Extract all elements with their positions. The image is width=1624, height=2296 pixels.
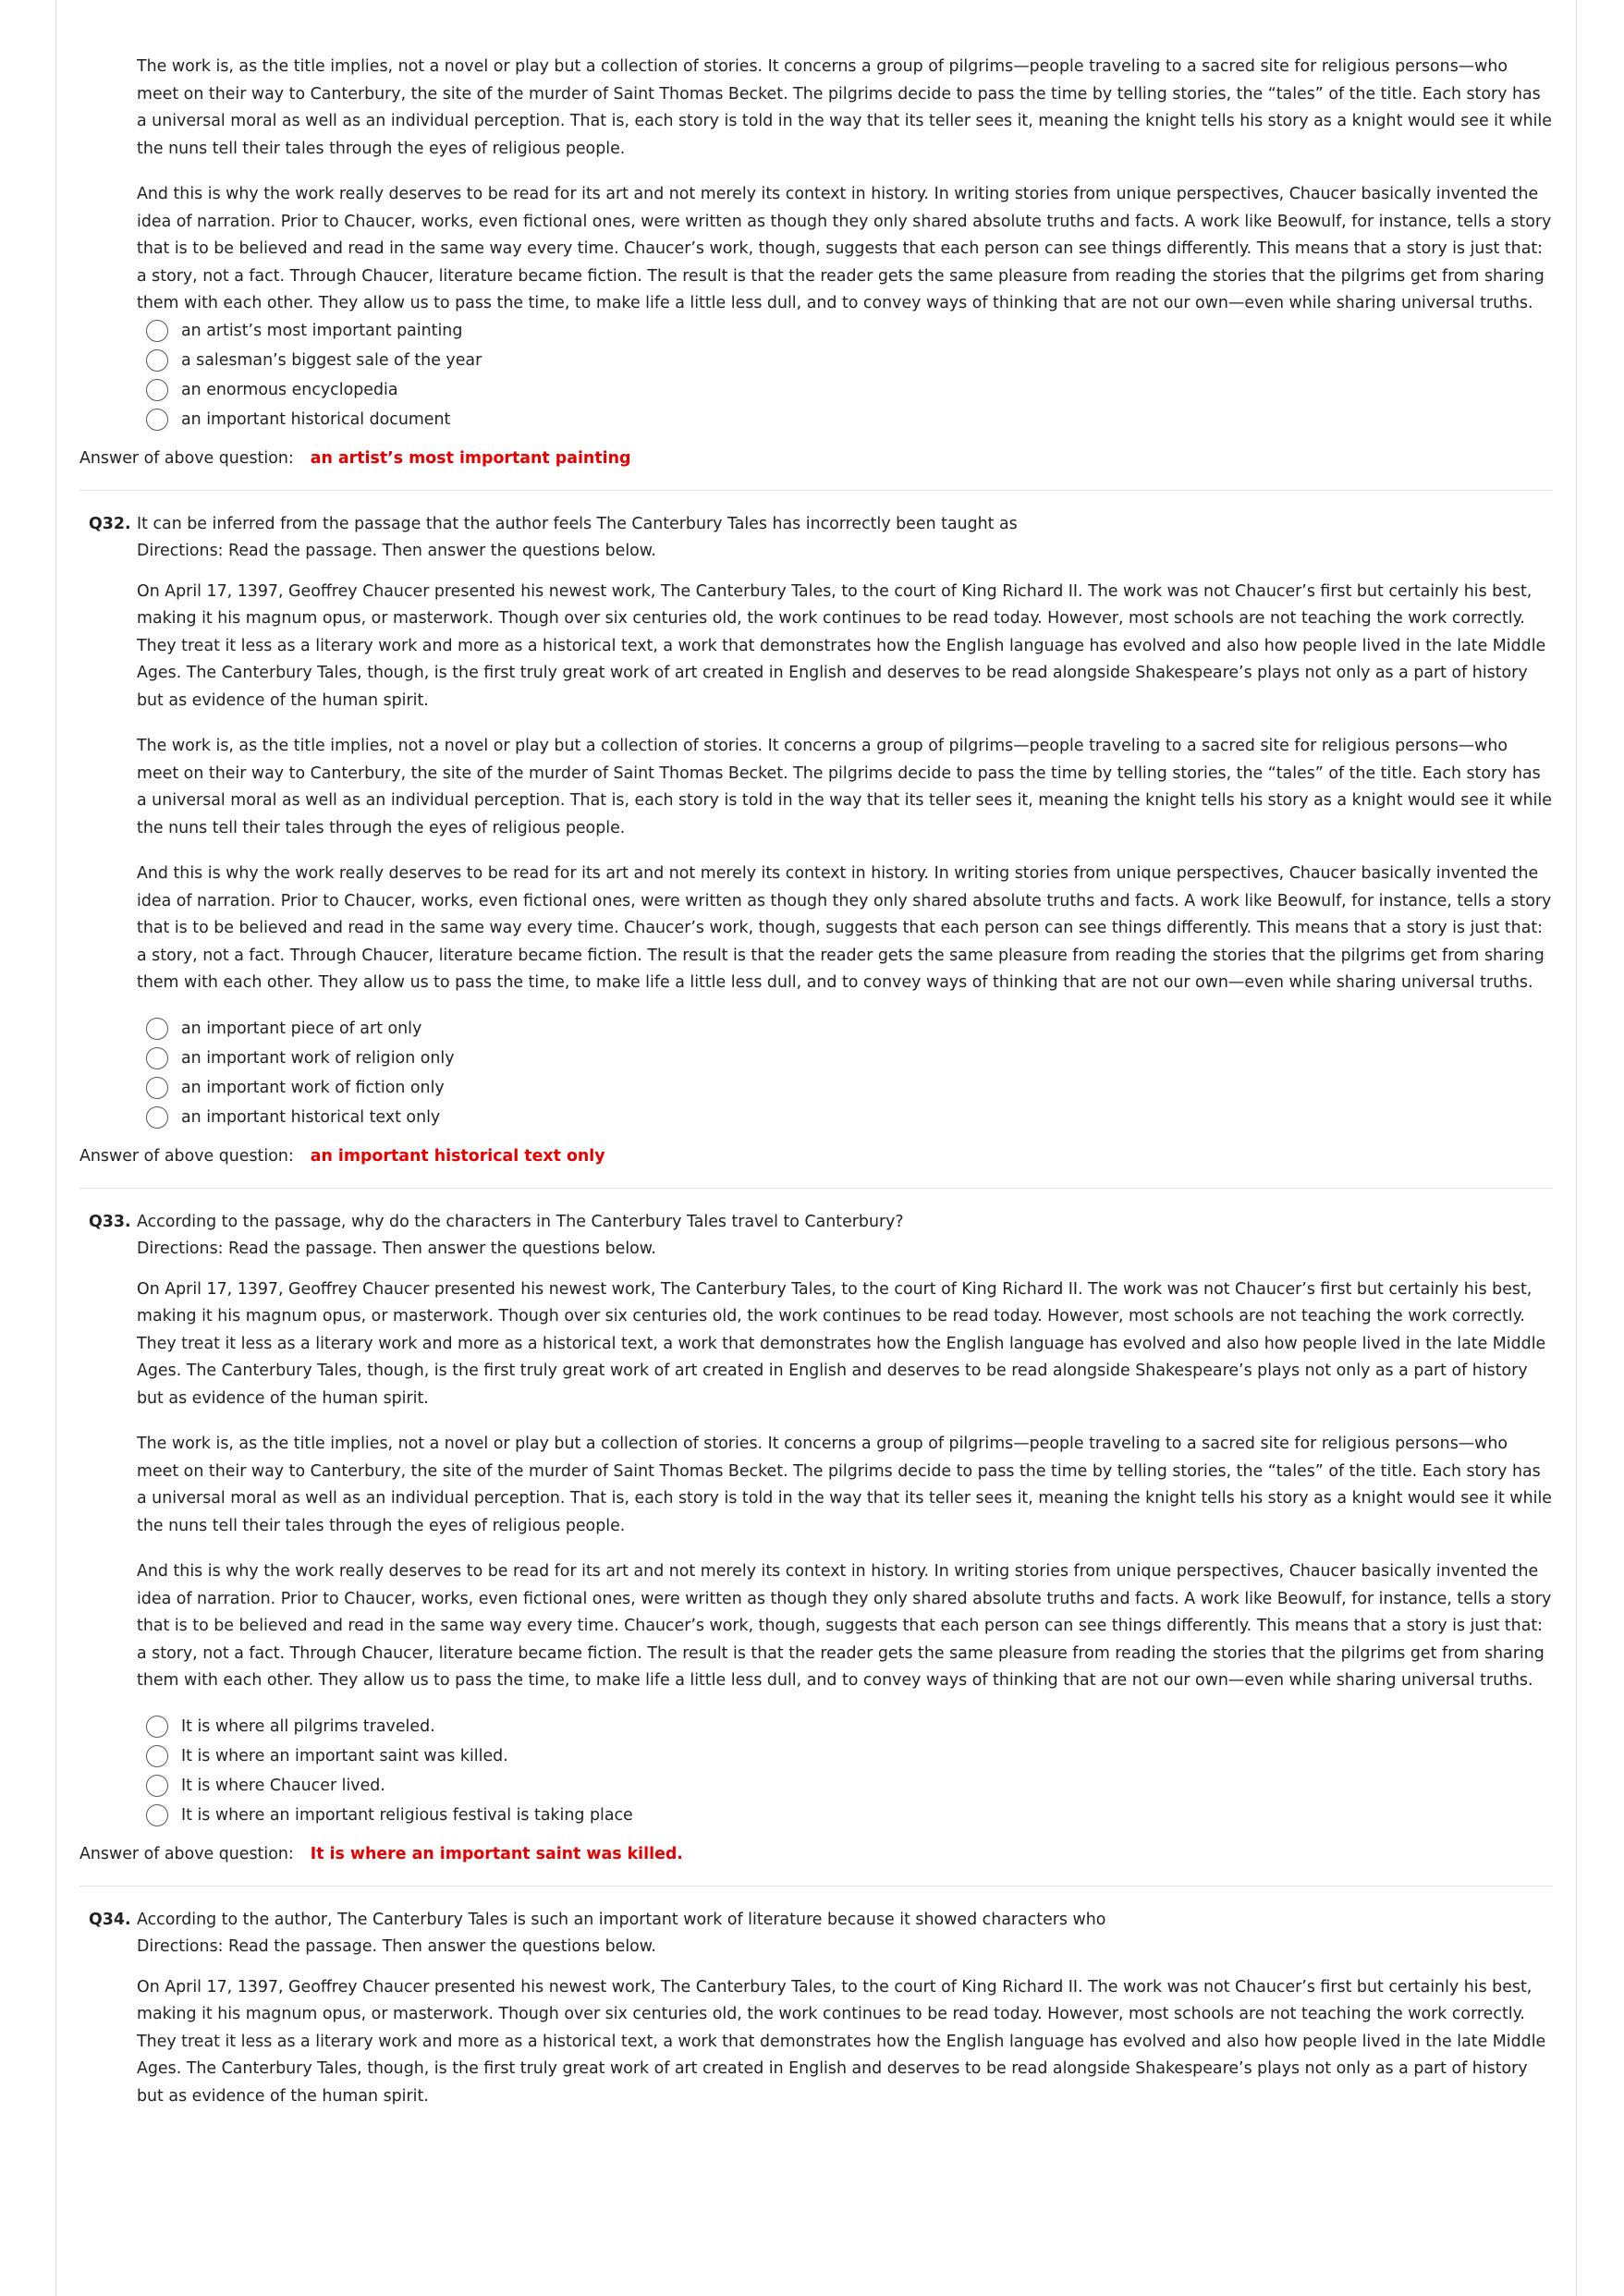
q33-options — [146, 1712, 1553, 1830]
directions: Directions: Read the passage. Then answer the questions below. — [137, 1240, 656, 1258]
answer-value: an important historical text only — [310, 1146, 605, 1166]
answer-label: Answer of above question: — [79, 1844, 294, 1863]
q33-option-3[interactable] — [146, 1771, 1553, 1801]
passage-paragraph-1: On April 17, 1397, Geoffrey Chaucer presented his newest work, The Canterbury Tales, to the court of King Richard II. The work was not Chaucer’s first but certainly his best, making it his magnum opus, or masterwork. Though over six centuries old, the work continues to be read today. However, most schools are not teaching the work correctly. They treat it less as a literary work and more as a historical text, a work that demonstrates how the English language has evolved and also how people lived in the late Middle Ages. The Canterbury Tales, though, is the first truly great work of art created in English and deserves to be read alongside Shakespeare’s plays not only as a part of history but as evidence of the human spirit. — [137, 1977, 1546, 2106]
q32-option-1[interactable] — [146, 1014, 1553, 1044]
radio-button[interactable] — [146, 409, 168, 431]
radio-button[interactable] — [146, 1106, 168, 1129]
passage-paragraph-2: The work is, as the title implies, not a novel or play but a collection of stories. It concerns a group of pilgrims—people traveling to a sacred site for religious persons—who meet on their way to Canterbury, the site of the murder of Saint Thomas Becket. The pilgrims decide to pass the time by telling stories, the “tales” of the title. Each story has a universal moral as well as an individual perception. That is, each story is told in the way that its teller sees it, meaning the knight tells his story as a knight would see it while the nuns tell their tales through the eyes of religious people. — [137, 57, 1552, 158]
q33-header — [89, 1209, 1553, 1237]
option-label: an important work of religion only — [181, 1048, 455, 1068]
radio-button[interactable] — [146, 349, 168, 372]
q33-option-1[interactable] — [146, 1712, 1553, 1741]
option-label: an important piece of art only — [181, 1019, 422, 1038]
q32-option-3[interactable] — [146, 1073, 1553, 1103]
passage-paragraph-3: And this is why the work really deserves to be read for its art and not merely its context in history. In writing stories from unique perspectives, Chaucer basically invented the idea of narration. Prior to Chaucer, works, even fictional ones, were written as though they only shared absolute truths and facts. A work like Beowulf, for instance, tells a story that is to be believed and read in the same way every time. Chaucer’s work, though, suggests that each person can see things differently. This means that a story is just that: a story, not a fact. Through Chaucer, literature became fiction. The result is that the reader gets the same pleasure from reading the stories that the pilgrims get from sharing them with each other. They allow us to pass the time, to make life a little less dull, and to convey ways of thinking that are not our own—even while sharing universal truths. — [137, 1562, 1552, 1690]
radio-button[interactable] — [146, 379, 168, 401]
radio-button[interactable] — [146, 1018, 168, 1040]
passage-paragraph-2: The work is, as the title implies, not a novel or play but a collection of stories. It concerns a group of pilgrims—people traveling to a sacred site for religious persons—who meet on their way to Canterbury, the site of the murder of Saint Thomas Becket. The pilgrims decide to pass the time by telling stories, the “tales” of the title. Each story has a universal moral as well as an individual perception. That is, each story is told in the way that its teller sees it, meaning the knight tells his story as a knight would see it while the nuns tell their tales through the eyes of religious people. — [137, 737, 1552, 837]
question-34 — [79, 1907, 1553, 2111]
q33-answer — [79, 1845, 1553, 1863]
option-label: It is where Chaucer lived. — [181, 1776, 385, 1795]
divider — [79, 1886, 1553, 1887]
directions: Directions: Read the passage. Then answer the questions below. — [137, 1937, 656, 1956]
radio-button[interactable] — [146, 1716, 168, 1738]
answer-value: an artist’s most important painting — [310, 448, 631, 468]
q32-option-4[interactable] — [146, 1103, 1553, 1132]
radio-button[interactable] — [146, 1745, 168, 1767]
radio-button[interactable] — [146, 1077, 168, 1099]
question-33 — [79, 1209, 1553, 1863]
radio-button[interactable] — [146, 320, 168, 342]
answer-label: Answer of above question: — [79, 1146, 294, 1166]
question-32 — [79, 511, 1553, 1166]
question-text: According to the passage, why do the characters in The Canterbury Tales travel to Canterbury? — [137, 1212, 904, 1231]
passage-paragraph-3: And this is why the work really deserves to be read for its art and not merely its context in history. In writing stories from unique perspectives, Chaucer basically invented the idea of narration. Prior to Chaucer, works, even fictional ones, were written as though they only shared absolute truths and facts. A work like Beowulf, for instance, tells a story that is to be believed and read in the same way every time. Chaucer’s work, though, suggests that each person can see things differently. This means that a story is just that: a story, not a fact. Through Chaucer, literature became fiction. The result is that the reader gets the same pleasure from reading the stories that the pilgrims get from sharing them with each other. They allow us to pass the time, to make life a little less dull, and to convey ways of thinking that are not our own—even while sharing universal truths. — [137, 864, 1552, 992]
option-label: an enormous encyclopedia — [181, 380, 398, 399]
radio-button[interactable] — [146, 1775, 168, 1797]
option-label: a salesman’s biggest sale of the year — [181, 350, 482, 370]
q33-option-4[interactable] — [146, 1801, 1553, 1830]
radio-button[interactable] — [146, 1047, 168, 1069]
q31-option-4[interactable] — [146, 405, 1553, 434]
q31-option-3[interactable] — [146, 375, 1553, 405]
q31-answer — [79, 449, 1553, 468]
q32-option-2[interactable] — [146, 1044, 1553, 1073]
q31-options — [146, 316, 1553, 434]
option-label: an artist’s most important painting — [181, 321, 463, 340]
divider — [79, 490, 1553, 491]
question-text: It can be inferred from the passage that the author feels The Canterbury Tales has incorrectly been taught as — [137, 514, 1018, 533]
q31-option-1[interactable] — [146, 316, 1553, 346]
directions: Directions: Read the passage. Then answer the questions below. — [137, 542, 656, 560]
question-number: Q32. — [89, 514, 131, 533]
q34-header — [89, 1907, 1553, 1935]
radio-button[interactable] — [146, 1804, 168, 1826]
question-31-continued — [79, 54, 1553, 468]
passage-paragraph-3: And this is why the work really deserves to be read for its art and not merely its context in history. In writing stories from unique perspectives, Chaucer basically invented the idea of narration. Prior to Chaucer, works, even fictional ones, were written as though they only shared absolute truths and facts. A work like Beowulf, for instance, tells a story that is to be believed and read in the same way every time. Chaucer’s work, though, suggests that each person can see things differently. This means that a story is just that: a story, not a fact. Through Chaucer, literature became fiction. The result is that the reader gets the same pleasure from reading the stories that the pilgrims get from sharing them with each other. They allow us to pass the time, to make life a little less dull, and to convey ways of thinking that are not our own—even while sharing universal truths. — [137, 185, 1552, 312]
question-text: According to the author, The Canterbury Tales is such an important work of literature because it showed characters who — [137, 1910, 1106, 1929]
content — [79, 54, 1553, 2129]
question-number: Q33. — [89, 1212, 131, 1231]
option-label: It is where all pilgrims traveled. — [181, 1716, 435, 1736]
answer-label: Answer of above question: — [79, 448, 294, 468]
option-label: an important historical text only — [181, 1107, 441, 1127]
q31-option-2[interactable] — [146, 346, 1553, 375]
option-label: an important work of fiction only — [181, 1078, 445, 1097]
question-number: Q34. — [89, 1910, 131, 1929]
answer-value: It is where an important saint was killed. — [310, 1844, 683, 1863]
passage-paragraph-1: On April 17, 1397, Geoffrey Chaucer presented his newest work, The Canterbury Tales, to the court of King Richard II. The work was not Chaucer’s first but certainly his best, making it his magnum opus, or masterwork. Though over six centuries old, the work continues to be read today. However, most schools are not teaching the work correctly. They treat it less as a literary work and more as a historical text, a work that demonstrates how the English language has evolved and also how people lived in the late Middle Ages. The Canterbury Tales, though, is the first truly great work of art created in English and deserves to be read alongside Shakespeare’s plays not only as a part of history but as evidence of the human spirit. — [137, 1279, 1546, 1408]
q33-option-2[interactable] — [146, 1741, 1553, 1771]
divider — [79, 1188, 1553, 1189]
passage-paragraph-1: On April 17, 1397, Geoffrey Chaucer presented his newest work, The Canterbury Tales, to the court of King Richard II. The work was not Chaucer’s first but certainly his best, making it his magnum opus, or masterwork. Though over six centuries old, the work continues to be read today. However, most schools are not teaching the work correctly. They treat it less as a literary work and more as a historical text, a work that demonstrates how the English language has evolved and also how people lived in the late Middle Ages. The Canterbury Tales, though, is the first truly great work of art created in English and deserves to be read alongside Shakespeare’s plays not only as a part of history but as evidence of the human spirit. — [137, 581, 1546, 710]
q32-options — [146, 1014, 1553, 1132]
passage-paragraph-2: The work is, as the title implies, not a novel or play but a collection of stories. It concerns a group of pilgrims—people traveling to a sacred site for religious persons—who meet on their way to Canterbury, the site of the murder of Saint Thomas Becket. The pilgrims decide to pass the time by telling stories, the “tales” of the title. Each story has a universal moral as well as an individual perception. That is, each story is told in the way that its teller sees it, meaning the knight tells his story as a knight would see it while the nuns tell their tales through the eyes of religious people. — [137, 1435, 1552, 1535]
q32-header — [89, 511, 1553, 539]
option-label: It is where an important religious festival is taking place — [181, 1805, 633, 1825]
q32-answer — [79, 1147, 1553, 1166]
option-label: It is where an important saint was killed. — [181, 1746, 508, 1765]
page-container — [55, 0, 1577, 2296]
option-label: an important historical document — [181, 409, 451, 429]
